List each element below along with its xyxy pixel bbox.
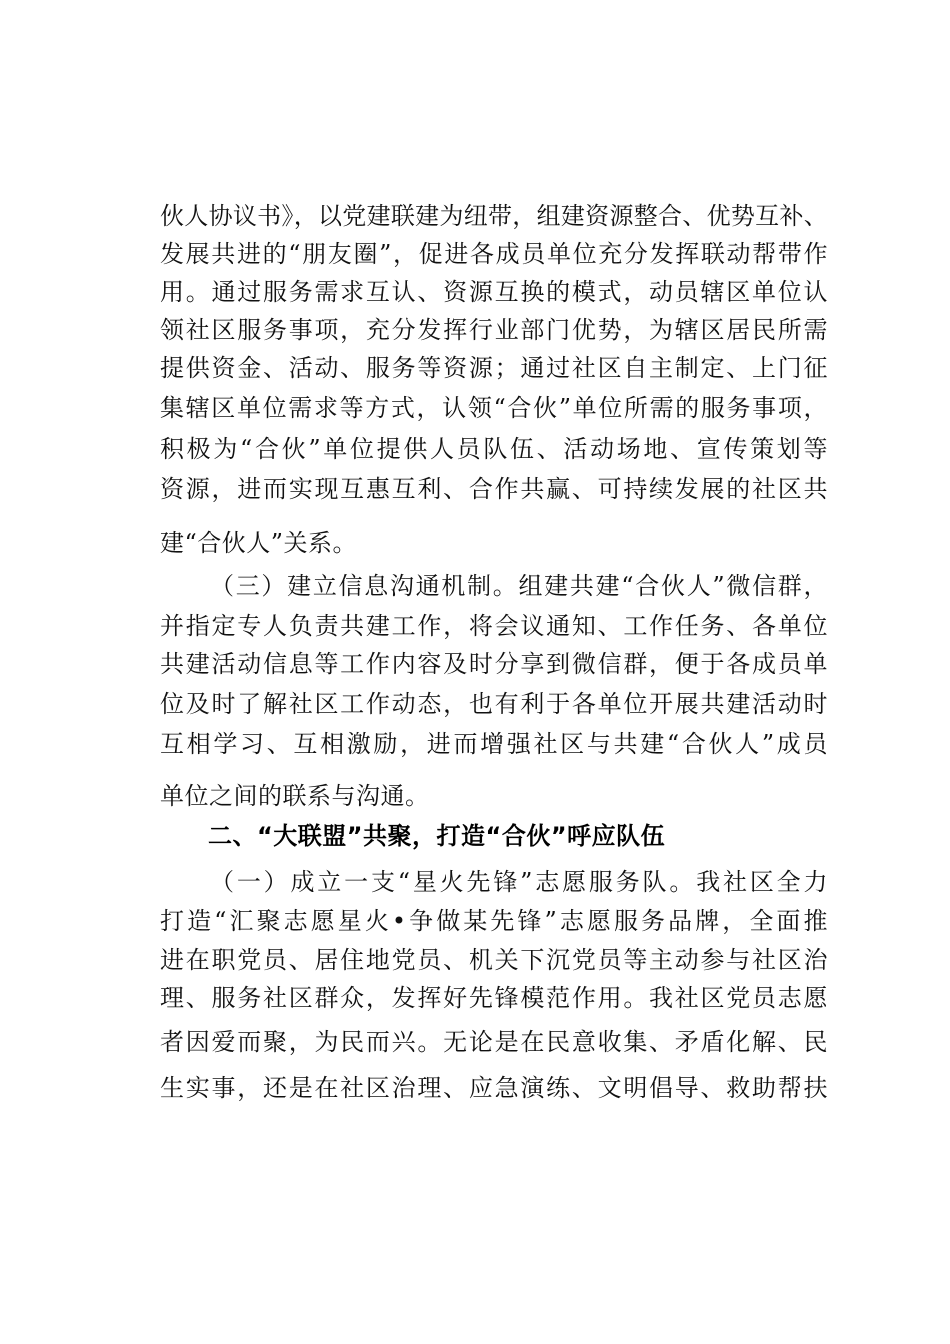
paragraph-line: 领社区服务事项，充分发挥行业部门优势，为辖区居民所需 bbox=[160, 316, 828, 344]
paragraph-line: 互相学习、互相激励，进而增强社区与共建“合伙人”成员 bbox=[160, 730, 828, 758]
paragraph-line: 用。通过服务需求互认、资源互换的模式，动员辖区单位认 bbox=[160, 278, 828, 306]
paragraph-line: 进在职党员、居住地党员、机关下沉党员等主动参与社区治 bbox=[160, 946, 828, 974]
paragraph-line: 单位之间的联系与沟通。 bbox=[160, 782, 430, 810]
paragraph-line: 者因爱而聚，为民而兴。无论是在民意收集、矛盾化解、民 bbox=[160, 1028, 828, 1056]
paragraph-line: （一）成立一支“星火先锋”志愿服务队。我社区全力 bbox=[210, 868, 828, 896]
paragraph-line: 积极为“合伙”单位提供人员队伍、活动场地、宣传策划等 bbox=[160, 435, 828, 463]
paragraph-line: 集辖区单位需求等方式，认领“合伙”单位所需的服务事项， bbox=[160, 394, 828, 422]
paragraph-line: 位及时了解社区工作动态，也有利于各单位开展共建活动时 bbox=[160, 690, 828, 718]
paragraph-line: 资源，进而实现互惠互利、合作共赢、可持续发展的社区共 bbox=[160, 475, 828, 503]
paragraph-line: 建“合伙人”关系。 bbox=[160, 529, 358, 557]
paragraph-line: 共建活动信息等工作内容及时分享到微信群，便于各成员单 bbox=[160, 650, 828, 678]
paragraph-line: 并指定专人负责共建工作，将会议通知、工作任务、各单位 bbox=[160, 612, 828, 640]
section-heading: 二、“大联盟”共聚，打造“合伙”呼应队伍 bbox=[208, 822, 666, 850]
paragraph-line: 发展共进的“朋友圈”，促进各成员单位充分发挥联动帮带作 bbox=[160, 240, 828, 268]
paragraph-line: 打造“汇聚志愿星火•争做某先锋”志愿服务品牌，全面推 bbox=[160, 907, 828, 935]
paragraph-line: （三）建立信息沟通机制。组建共建“合伙人”微信群， bbox=[210, 572, 828, 600]
paragraph-line: 伙人协议书》，以党建联建为纽带，组建资源整合、优势互补、 bbox=[160, 202, 828, 230]
paragraph-line: 生实事，还是在社区治理、应急演练、文明倡导、救助帮扶 bbox=[160, 1074, 828, 1102]
paragraph-line: 理、服务社区群众，发挥好先锋模范作用。我社区党员志愿 bbox=[160, 984, 828, 1012]
paragraph-line: 提供资金、活动、服务等资源；通过社区自主制定、上门征 bbox=[160, 354, 828, 382]
